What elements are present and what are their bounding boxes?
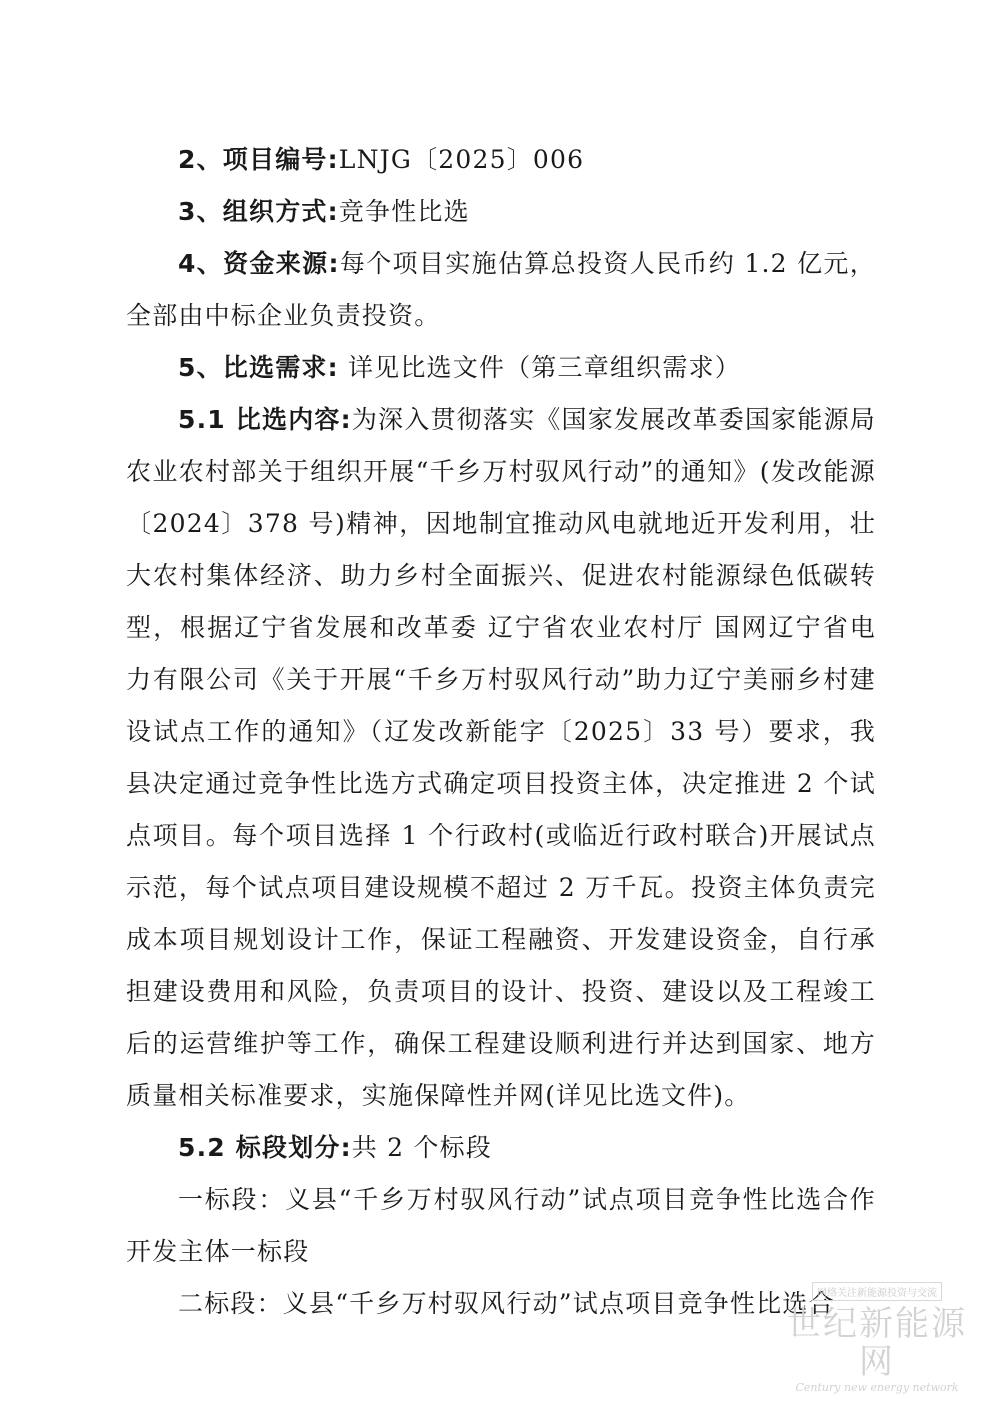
item-text: 详见比选文件（第三章组织需求） bbox=[338, 353, 741, 382]
item-label: 5、比选需求: bbox=[178, 353, 339, 382]
watermark bbox=[782, 1281, 972, 1394]
item-selection-content bbox=[126, 394, 876, 1122]
section-lot-one: 一标段：义县“千乡万村驭风行动”试点项目竞争性比选合作开发主体一标段 bbox=[126, 1185, 876, 1266]
item-label: 4、资金来源: bbox=[178, 249, 340, 278]
watermark-subtitle: Century new energy network bbox=[795, 1381, 959, 1394]
item-funding-source bbox=[126, 238, 876, 342]
item-label: 2、项目编号: bbox=[178, 145, 339, 174]
item-label: 5.1 比选内容: bbox=[178, 405, 352, 434]
item-organization-method bbox=[126, 186, 876, 238]
item-text: 共 2 个标段 bbox=[351, 1133, 492, 1162]
watermark-logo: 世纪新能源网 bbox=[787, 1304, 967, 1382]
item-text: 竞争性比选 bbox=[338, 197, 470, 226]
item-lot-division bbox=[126, 1122, 876, 1174]
item-label: 5.2 标段划分: bbox=[178, 1133, 352, 1162]
watermark-tagline: 网络关注新能源投资与交流 bbox=[812, 1282, 942, 1301]
item-project-number bbox=[126, 134, 876, 186]
item-selection-requirements bbox=[126, 342, 876, 394]
item-text: LNJG〔2025〕006 bbox=[338, 145, 585, 174]
section-lot-two: 二标段：义县“千乡万村驭风行动”试点项目竞争性比选合 bbox=[178, 1289, 835, 1318]
item-label: 3、组织方式: bbox=[178, 197, 339, 226]
document-body bbox=[126, 134, 876, 1330]
item-text: 每个项目实施估算总投资人民币约 1.2 亿元，全部由中标企业负责投资。 bbox=[126, 249, 876, 330]
item-text: 为深入贯彻落实《国家发展改革委国家能源局农业农村部关于组织开展“千乡万村驭风行动”的通知》(发改能源〔2024〕378 号)精神，因地制宜推动风电就地近开发利用，壮大农村集体经济、助力乡村全面振兴、促进农村能源绿色低碳转型，根据辽宁省发展和改革委 辽宁省农业农村厅 国网辽宁省电力有限公司《关于开展“千乡万村驭风行动”助力辽宁美丽乡村建设试点工作的通知》（辽发改新能字〔2025〕33 号）要求，我县决定通过竞争性比选方式确定项目投资主体，决定推进 2 个试点项目。每个项目选择 1 个行政村(或临近行政村联合)开展试点示范，每个试点项目建设规模不超过 2 万千瓦。投资主体负责完成本项目规划设计工作，保证工程融资、开发建设资金，自行承担建设费用和风险，负责项目的设计、投资、建设以及工程竣工后的运营维护等工作，确保工程建设顺利进行并达到国家、地方质量相关标准要求，实施保障性并网(详见比选文件)。 bbox=[126, 405, 876, 1110]
